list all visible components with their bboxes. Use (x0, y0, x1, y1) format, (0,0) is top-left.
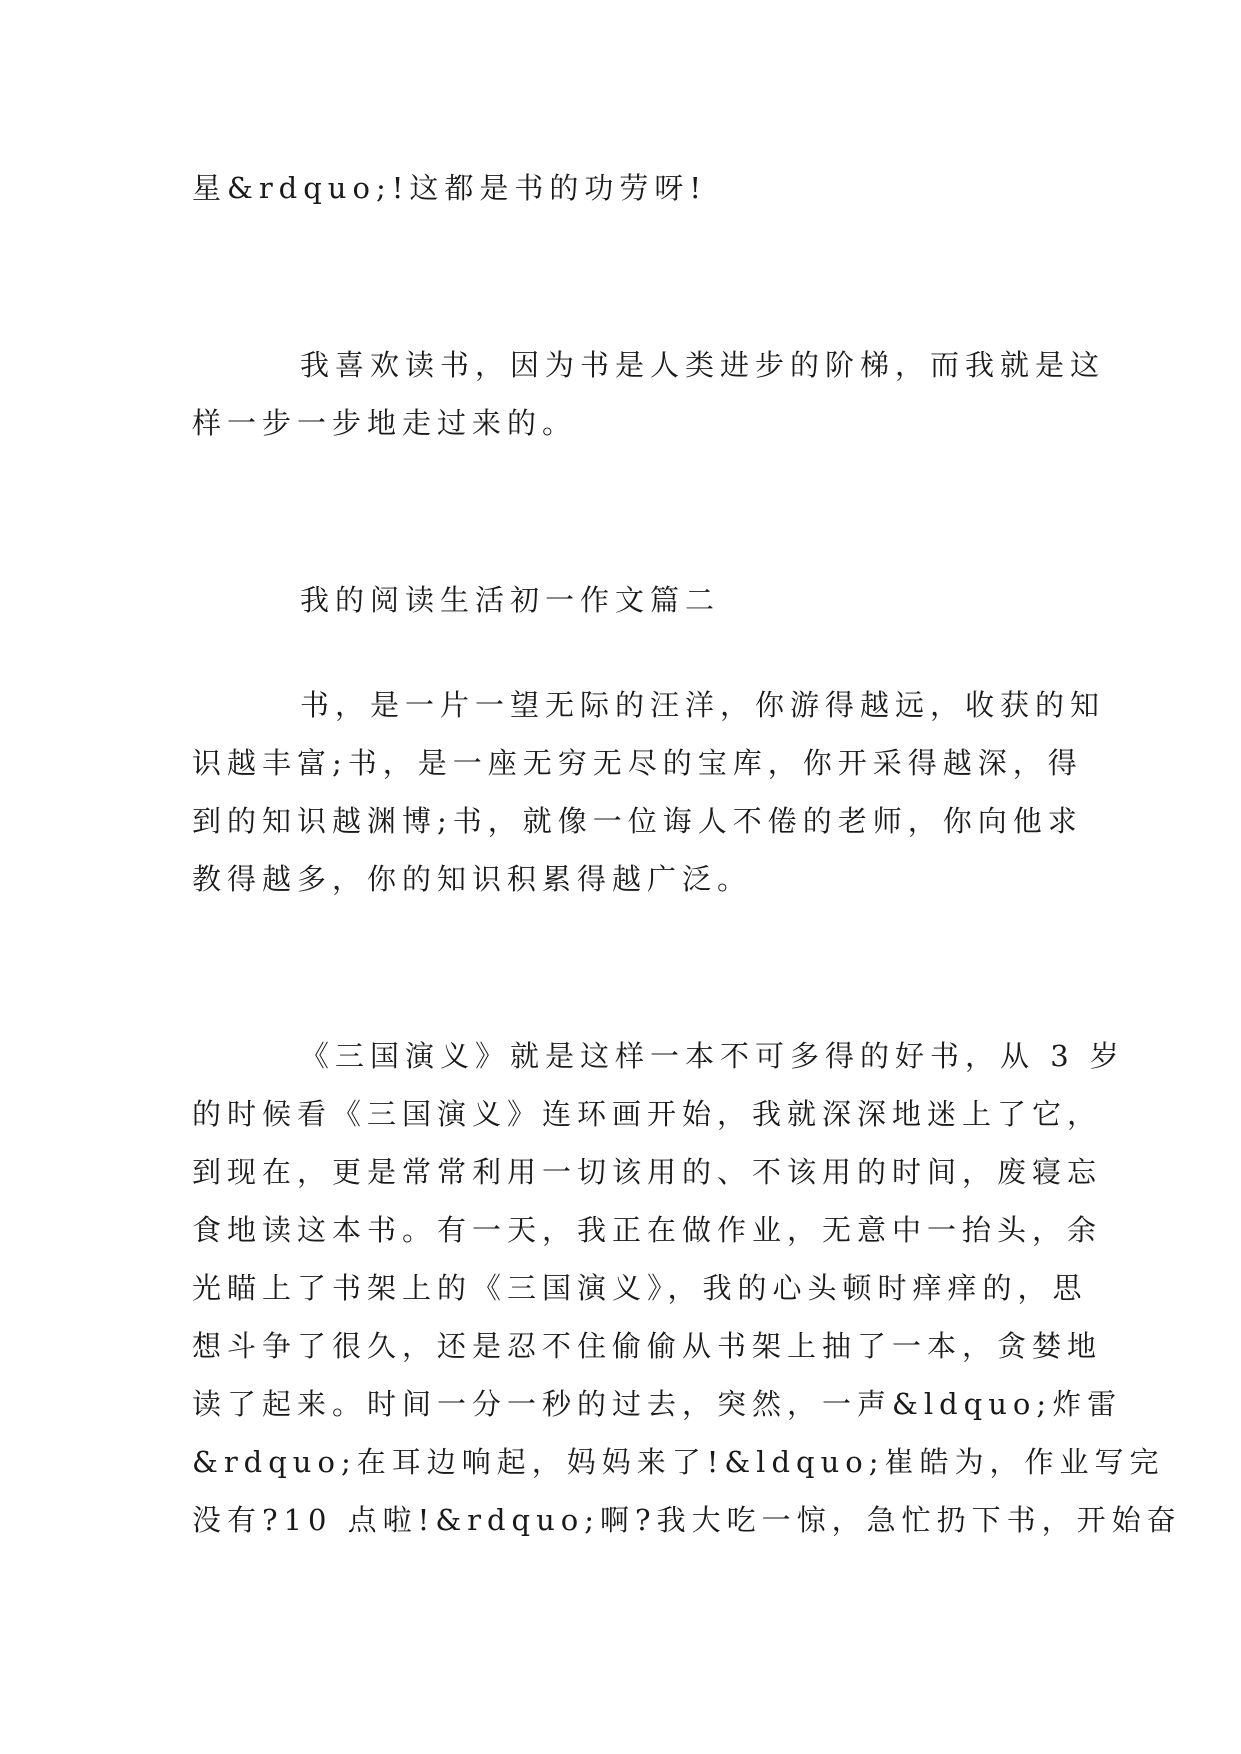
paragraph-4-line-8: &rdquo;在耳边响起，妈妈来了!&ldquo;崔皓为，作业写完 (192, 1445, 1165, 1479)
paragraph-4-line-4: 食地读这本书。有一天，我正在做作业，无意中一抬头，余 (192, 1213, 1103, 1247)
paragraph-3-line-1: 书，是一片一望无际的汪洋，你游得越远，收获的知 (300, 688, 1106, 722)
paragraph-4-line-3: 到现在，更是常常利用一切该用的、不该用的时间，废寝忘 (192, 1155, 1103, 1189)
paragraph-2-line-2: 样一步一步地走过来的。 (192, 406, 578, 440)
paragraph-4-line-7: 读了起来。时间一分一秒的过去，突然，一声&ldquo;炸雷 (192, 1387, 1123, 1421)
section-heading: 我的阅读生活初一作文篇二 (300, 583, 721, 617)
paragraph-4-line-6: 想斗争了很久，还是忍不住偷偷从书架上抽了一本，贪婪地 (192, 1329, 1103, 1363)
paragraph-2-line-1: 我喜欢读书，因为书是人类进步的阶梯，而我就是这 (300, 348, 1106, 382)
paragraph-3-line-3: 到的知识越渊博;书，就像一位诲人不倦的老师，你向他求 (192, 804, 1083, 838)
paragraph-4-line-9: 没有?10 点啦!&rdquo;啊?我大吃一惊，急忙扔下书，开始奋 (192, 1503, 1182, 1537)
paragraph-3-line-2: 识越丰富;书，是一座无穷无尽的宝库，你开采得越深，得 (192, 746, 1083, 780)
paragraph-4-line-2: 的时候看《三国演义》连环画开始，我就深深地迷上了它， (192, 1097, 1103, 1131)
paragraph-4-line-5: 光瞄上了书架上的《三国演义》，我的心头顿时痒痒的，思 (192, 1271, 1088, 1305)
paragraph-1-line-1: 星&rdquo;!这都是书的功劳呀! (192, 171, 708, 205)
paragraph-4-line-1: 《三国演义》就是这样一本不可多得的好书，从 3 岁 (300, 1039, 1125, 1073)
paragraph-3-line-4: 教得越多，你的知识积累得越广泛。 (192, 862, 753, 896)
